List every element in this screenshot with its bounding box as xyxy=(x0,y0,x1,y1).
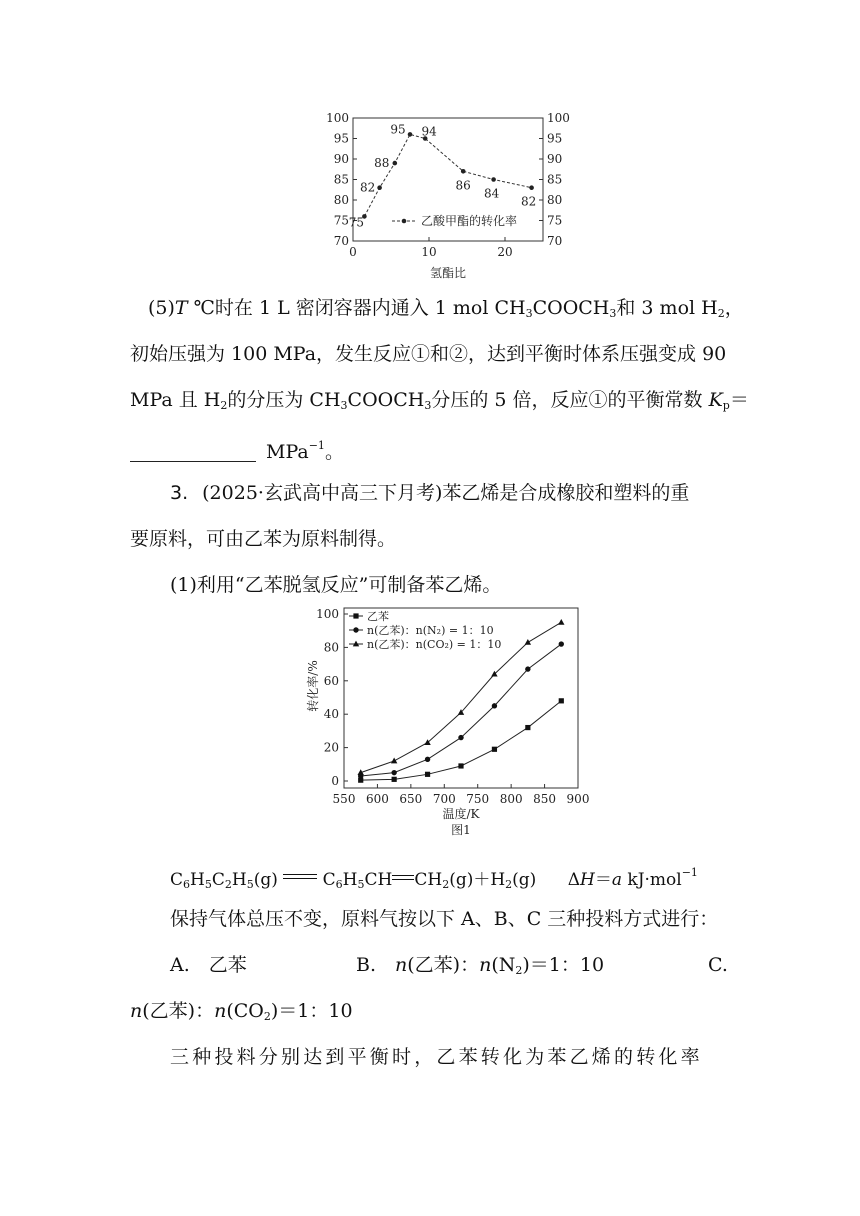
q3-line1: 3. (2025·玄武高中高三下月考)苯乙烯是合成橡胶和塑料的重 xyxy=(170,482,690,504)
data-point-0 xyxy=(559,698,564,703)
q3b-option-c: n(乙苯)：$n(CO_2)=1$：10 xyxy=(130,1000,353,1023)
y-tick-label-left: 70 xyxy=(333,234,349,248)
x-tick-label: 800 xyxy=(499,792,523,806)
text1-line4: MPa$^{-1}$。 xyxy=(130,431,740,467)
y-tick-label-right: 95 xyxy=(547,131,563,146)
chart2-svg xyxy=(300,600,600,848)
y-tick-label: 40 xyxy=(323,707,339,722)
data-label: 94 xyxy=(421,124,437,139)
text1-line2: 初始压强为 100 MPa，发生反应①和②，达到平衡时体系压强变成 90 xyxy=(130,343,727,365)
x-tick-label: 900 xyxy=(566,792,590,806)
q3b-line1: 保持气体总压不变，原料气按以下 A、B、C 三种投料方式进行： xyxy=(170,908,719,930)
legend-label-1: n(乙苯)：n(N₂) = 1：10 xyxy=(367,624,494,637)
y-tick-label: 20 xyxy=(323,740,339,755)
x-tick-label: 650 xyxy=(399,792,423,806)
data-point-2 xyxy=(525,639,531,645)
data-point-2 xyxy=(558,619,564,625)
x-tick-label: 600 xyxy=(365,792,389,806)
double-bond xyxy=(392,874,414,882)
data-point xyxy=(377,185,382,190)
figure-caption: 图1 xyxy=(451,823,471,837)
chart-conversion-vs-ratio xyxy=(300,104,600,284)
y-tick-label-left: 90 xyxy=(333,152,349,166)
chart-figure1 xyxy=(300,600,600,848)
data-point-1 xyxy=(492,703,497,708)
y-tick-label: 0 xyxy=(331,774,339,788)
data-label: 86 xyxy=(455,178,471,193)
data-point xyxy=(491,177,496,182)
answer-blank[interactable] xyxy=(130,443,256,462)
legend-label-2: n(乙苯)：n(CO₂) = 1：10 xyxy=(367,638,502,651)
data-point-0 xyxy=(458,763,463,768)
data-point xyxy=(393,161,398,166)
data-point xyxy=(529,185,534,190)
chart1-svg xyxy=(300,104,600,284)
data-label: 84 xyxy=(483,186,500,201)
y-tick-label-right: 70 xyxy=(547,234,563,248)
x-tick-label: 750 xyxy=(466,792,490,806)
y-tick-label-left: 80 xyxy=(333,193,349,207)
data-point-1 xyxy=(525,666,530,671)
q3b-line4: 三种投料分别达到平衡时，乙苯转化为苯乙烯的转化率 xyxy=(170,1046,703,1068)
q3b-options xyxy=(130,950,730,980)
data-point-1 xyxy=(391,770,396,775)
legend-marker xyxy=(402,219,407,224)
data-point xyxy=(408,132,413,137)
data-label: 88 xyxy=(374,156,390,171)
legend-marker-1 xyxy=(353,627,358,632)
y-tick-label-right: 85 xyxy=(547,172,563,187)
q3-line3: (1)利用“乙苯脱氢反应”可制备苯乙烯。 xyxy=(170,574,502,596)
x-tick-label: 0 xyxy=(349,245,357,259)
data-point-0 xyxy=(425,772,430,777)
data-point-1 xyxy=(559,641,564,646)
x-tick-label: 550 xyxy=(332,792,356,806)
data-point-1 xyxy=(458,735,463,740)
y-tick-label-right: 90 xyxy=(547,152,563,166)
x-tick-label: 850 xyxy=(533,792,557,806)
option-b: B. n(乙苯)：$n(N_2)=1$：10 xyxy=(356,954,605,977)
y-axis-label: 转化率/% xyxy=(306,660,320,712)
x-tick-label: 20 xyxy=(497,245,513,259)
data-point-1 xyxy=(425,757,430,762)
legend-label: 乙酸甲酯的转化率 xyxy=(421,214,518,228)
y-tick-label: 100 xyxy=(316,607,339,621)
y-tick-label-left: 95 xyxy=(333,131,349,146)
text1-line1: (5)T ℃时在 1 L 密闭容器内通入 1 mol $CH_3COOCH_3$和 3 mol $H_2$， xyxy=(148,297,744,320)
data-label: 95 xyxy=(390,122,406,137)
y-tick-label-left: 100 xyxy=(326,111,349,125)
q3-line2: 要原料，可由乙苯为原料制得。 xyxy=(130,528,397,550)
data-point-2 xyxy=(391,758,397,764)
data-point xyxy=(461,169,466,174)
equilibrium-arrow xyxy=(283,872,317,882)
data-point-0 xyxy=(525,725,530,730)
series-line xyxy=(364,134,531,216)
legend-marker-0 xyxy=(353,613,358,618)
y-tick-label-left: 85 xyxy=(333,172,349,187)
y-tick-label-right: 80 xyxy=(547,193,563,207)
data-point-0 xyxy=(492,747,497,752)
data-label: 75 xyxy=(348,215,365,230)
option-c-label: C. xyxy=(708,954,728,976)
x-axis-label: 温度/K xyxy=(442,807,480,821)
y-tick-label: 60 xyxy=(323,673,339,688)
reaction-equation: $C_6H_5C_2H_5(g)$ $C_6H_5CH$ $CH_2(g)+H_2(g)$ ΔH＝a kJ·mol$^{-1}$ xyxy=(170,866,698,891)
y-tick-label-right: 100 xyxy=(547,111,570,125)
data-label: 82 xyxy=(359,180,376,195)
y-tick-label-right: 75 xyxy=(547,213,563,228)
y-tick-label: 80 xyxy=(323,640,339,655)
text1-line3: MPa 且 $H_2$的分压为 $CH_3COOCH_3$分压的 5 倍，反应①的平衡常数 $K_p=$ xyxy=(130,389,749,412)
option-a: A. 乙苯 xyxy=(170,954,247,976)
x-tick-label: 700 xyxy=(432,792,456,806)
data-label: 82 xyxy=(520,194,537,209)
y-tick-label-left: 75 xyxy=(333,213,349,228)
data-point-0 xyxy=(392,777,397,782)
x-axis-label: 氢酯比 xyxy=(429,266,467,280)
x-tick-label: 10 xyxy=(421,245,437,259)
legend-label-0: 乙苯 xyxy=(367,610,389,623)
